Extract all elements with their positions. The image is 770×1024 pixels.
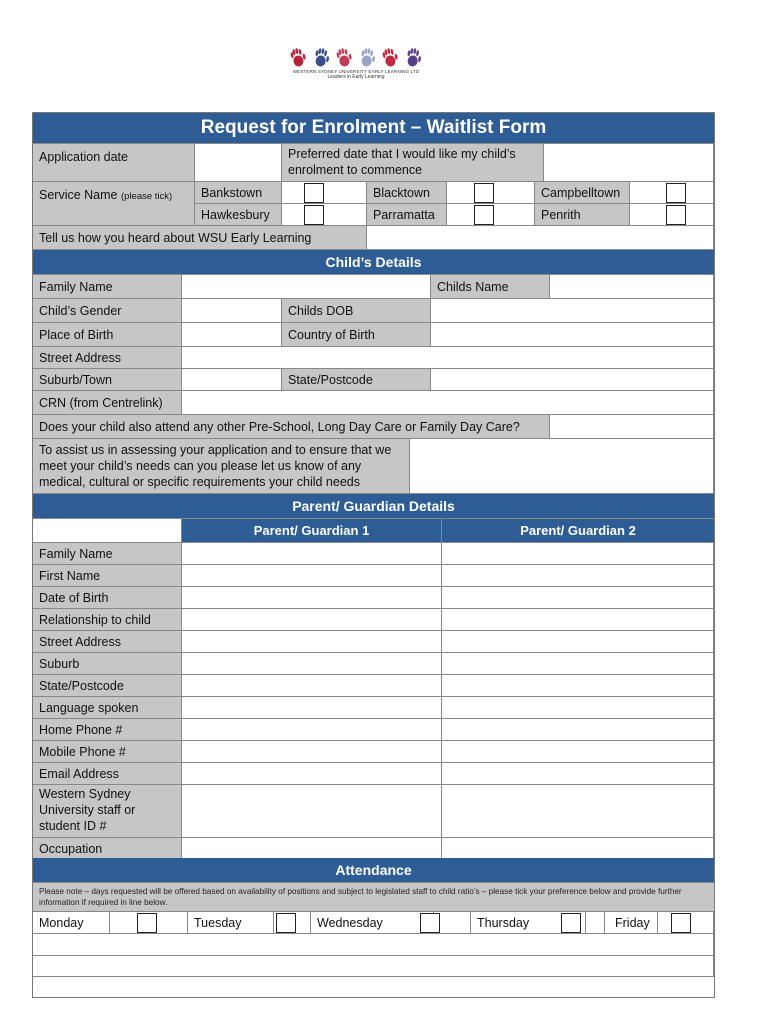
- hand-print-icon: [336, 47, 354, 68]
- day-wednesday-label: Wednesday: [317, 915, 383, 930]
- tuesday-checkbox[interactable]: [276, 913, 296, 933]
- parramatta-checkbox[interactable]: [474, 205, 494, 225]
- parent-row-label-suburb: Suburb: [33, 653, 182, 675]
- day-wednesday-cell: [311, 912, 471, 934]
- service-campbelltown-label: Campbelltown: [535, 182, 630, 204]
- place-of-birth-field[interactable]: [182, 323, 282, 347]
- attendance-info-line-2[interactable]: [33, 956, 714, 977]
- hand-print-icon: [382, 47, 400, 68]
- child-dob-label: Childs DOB: [282, 299, 431, 323]
- please-tick-hint: (please tick): [120, 191, 173, 202]
- service-parramatta-label: Parramatta: [367, 204, 447, 226]
- assist-requirements-field[interactable]: [410, 439, 714, 494]
- parent-2-western-sydney-university-staff-or-student-id-field[interactable]: [442, 785, 714, 838]
- crn-label: CRN (from Centrelink): [33, 391, 182, 415]
- service-blacktown-label: Blacktown: [367, 182, 447, 204]
- child-state-postcode-field[interactable]: [431, 369, 714, 391]
- campbelltown-checkbox[interactable]: [666, 183, 686, 203]
- child-family-name-field[interactable]: [182, 275, 431, 299]
- suburb-town-label: Suburb/Town: [33, 369, 182, 391]
- childs-name-field[interactable]: [550, 275, 714, 299]
- day-thursday-label: Thursday: [477, 915, 530, 930]
- other-care-field[interactable]: [550, 415, 714, 439]
- day-monday-label: Monday: [39, 915, 84, 930]
- parent-2-suburb-field[interactable]: [442, 653, 714, 675]
- day-tuesday-label: Tuesday: [194, 915, 242, 930]
- day-monday-cell: [33, 912, 188, 934]
- parent-1-street-address-field[interactable]: [182, 631, 442, 653]
- child-dob-field[interactable]: [431, 299, 714, 323]
- parent-1-state-postcode-field[interactable]: [182, 675, 442, 697]
- attendance-note: Please note – days requested will be offered based on availability of positions and subject to legislated staff to child ratio’s – please tick your preference below and provide further information if required in line below.: [33, 883, 714, 912]
- hawkesbury-checkbox[interactable]: [304, 205, 324, 225]
- childs-name-label: Childs Name: [431, 275, 550, 299]
- hand-print-icon: [313, 47, 330, 68]
- parent-1-relationship-to-child-field[interactable]: [182, 609, 442, 631]
- crn-field[interactable]: [182, 391, 714, 415]
- parent-1-first-name-field[interactable]: [182, 565, 442, 587]
- other-care-label: Does your child also attend any other Pre-School, Long Day Care or Family Day Care?: [33, 415, 550, 439]
- service-hawkesbury-cell: [282, 204, 367, 226]
- child-family-name-label: Family Name: [33, 275, 182, 299]
- parent-row-label-language-spoken: Language spoken: [33, 697, 182, 719]
- parent-row-label-family-name: Family Name: [33, 543, 182, 565]
- parent-2-home-phone-field[interactable]: [442, 719, 714, 741]
- service-bankstown-cell: [282, 182, 367, 204]
- application-date-label: Application date: [33, 144, 195, 182]
- day-friday-cell: [605, 912, 714, 934]
- country-of-birth-label: Country of Birth: [282, 323, 431, 347]
- hand-print-icon: [405, 47, 422, 68]
- child-gender-label: Child’s Gender: [33, 299, 182, 323]
- parent-2-date-of-birth-field[interactable]: [442, 587, 714, 609]
- parent-row-label-mobile-phone: Mobile Phone #: [33, 741, 182, 763]
- parent-1-western-sydney-university-staff-or-student-id-field[interactable]: [182, 785, 442, 838]
- parent-2-language-spoken-field[interactable]: [442, 697, 714, 719]
- parent-row-label-email-address: Email Address: [33, 763, 182, 785]
- application-date-field[interactable]: [195, 144, 282, 182]
- parent-row-label-state-postcode: State/Postcode: [33, 675, 182, 697]
- parent-2-mobile-phone-field[interactable]: [442, 741, 714, 763]
- parent-row-label-first-name: First Name: [33, 565, 182, 587]
- parent-2-street-address-field[interactable]: [442, 631, 714, 653]
- service-penrith-label: Penrith: [535, 204, 630, 226]
- thursday-checkbox[interactable]: [561, 913, 581, 933]
- parent-1-email-address-field[interactable]: [182, 763, 442, 785]
- penrith-checkbox[interactable]: [666, 205, 686, 225]
- attendance-header: Attendance: [33, 858, 714, 883]
- parent-2-relationship-to-child-field[interactable]: [442, 609, 714, 631]
- parent-blank-corner: [33, 519, 182, 543]
- monday-checkbox[interactable]: [137, 913, 157, 933]
- parent-row-label-street-address: Street Address: [33, 631, 182, 653]
- enrolment-form: [32, 112, 715, 998]
- parent-2-header: Parent/ Guardian 2: [442, 519, 714, 543]
- heard-about-field[interactable]: [367, 226, 714, 250]
- parent-1-home-phone-field[interactable]: [182, 719, 442, 741]
- suburb-town-field[interactable]: [182, 369, 282, 391]
- parent-row-label-relationship-to-child: Relationship to child: [33, 609, 182, 631]
- parent-2-state-postcode-field[interactable]: [442, 675, 714, 697]
- parent-1-mobile-phone-field[interactable]: [182, 741, 442, 763]
- service-name-text: Service Name: [39, 188, 118, 202]
- parent-2-email-address-field[interactable]: [442, 763, 714, 785]
- country-of-birth-field[interactable]: [431, 323, 714, 347]
- attendance-info-line-1[interactable]: [33, 934, 714, 956]
- logo-tagline: Leaders in Early Learning: [327, 74, 385, 80]
- parent-1-family-name-field[interactable]: [182, 543, 442, 565]
- service-name-label: [33, 182, 195, 226]
- child-gender-field[interactable]: [182, 299, 282, 323]
- bankstown-checkbox[interactable]: [304, 183, 324, 203]
- parent-row-label-date-of-birth: Date of Birth: [33, 587, 182, 609]
- parent-row-label-home-phone: Home Phone #: [33, 719, 182, 741]
- logo-org-name: WESTERN SYDNEY UNIVERSITY EARLY LEARNING LTD: [292, 69, 420, 74]
- day-friday-label: Friday: [615, 915, 650, 930]
- parent-details-header: Parent/ Guardian Details: [33, 494, 714, 519]
- parent-row-label-western-sydney-university-staff-or-student-id: Western Sydney University staff or student ID #: [33, 785, 182, 838]
- parent-row-label-occupation: Occupation: [33, 838, 182, 861]
- place-of-birth-label: Place of Birth: [33, 323, 182, 347]
- parent-2-first-name-field[interactable]: [442, 565, 714, 587]
- wsu-early-learning-logo: [284, 46, 428, 92]
- service-hawkesbury-label: Hawkesbury: [195, 204, 282, 226]
- parent-1-header: Parent/ Guardian 1: [182, 519, 442, 543]
- child-street-address-field[interactable]: [182, 347, 714, 369]
- preferred-date-label: Preferred date that I would like my child’s enrolment to commence: [282, 144, 544, 182]
- heard-about-label: Tell us how you heard about WSU Early Learning: [33, 226, 367, 250]
- childs-details-header: Child’s Details: [33, 250, 714, 275]
- friday-checkbox[interactable]: [671, 913, 691, 933]
- attendance-info-line-3[interactable]: [33, 977, 714, 997]
- assist-requirements-label: To assist us in assessing your application and to ensure that we meet your child’s needs can you please let us know of any medical, cultural or specific requirements your child needs: [33, 439, 410, 494]
- parent-1-language-spoken-field[interactable]: [182, 697, 442, 719]
- child-state-postcode-label: State/Postcode: [282, 369, 431, 391]
- wednesday-checkbox[interactable]: [420, 913, 440, 933]
- service-bankstown-label: Bankstown: [195, 182, 282, 204]
- parent-1-date-of-birth-field[interactable]: [182, 587, 442, 609]
- parent-2-family-name-field[interactable]: [442, 543, 714, 565]
- hand-prints-icon: [286, 46, 426, 68]
- hand-print-icon: [290, 47, 308, 68]
- preferred-date-field[interactable]: [544, 144, 714, 182]
- child-street-address-label: Street Address: [33, 347, 182, 369]
- hand-print-icon: [359, 47, 376, 68]
- blacktown-checkbox[interactable]: [474, 183, 494, 203]
- form-title: Request for Enrolment – Waitlist Form: [33, 113, 714, 144]
- parent-1-suburb-field[interactable]: [182, 653, 442, 675]
